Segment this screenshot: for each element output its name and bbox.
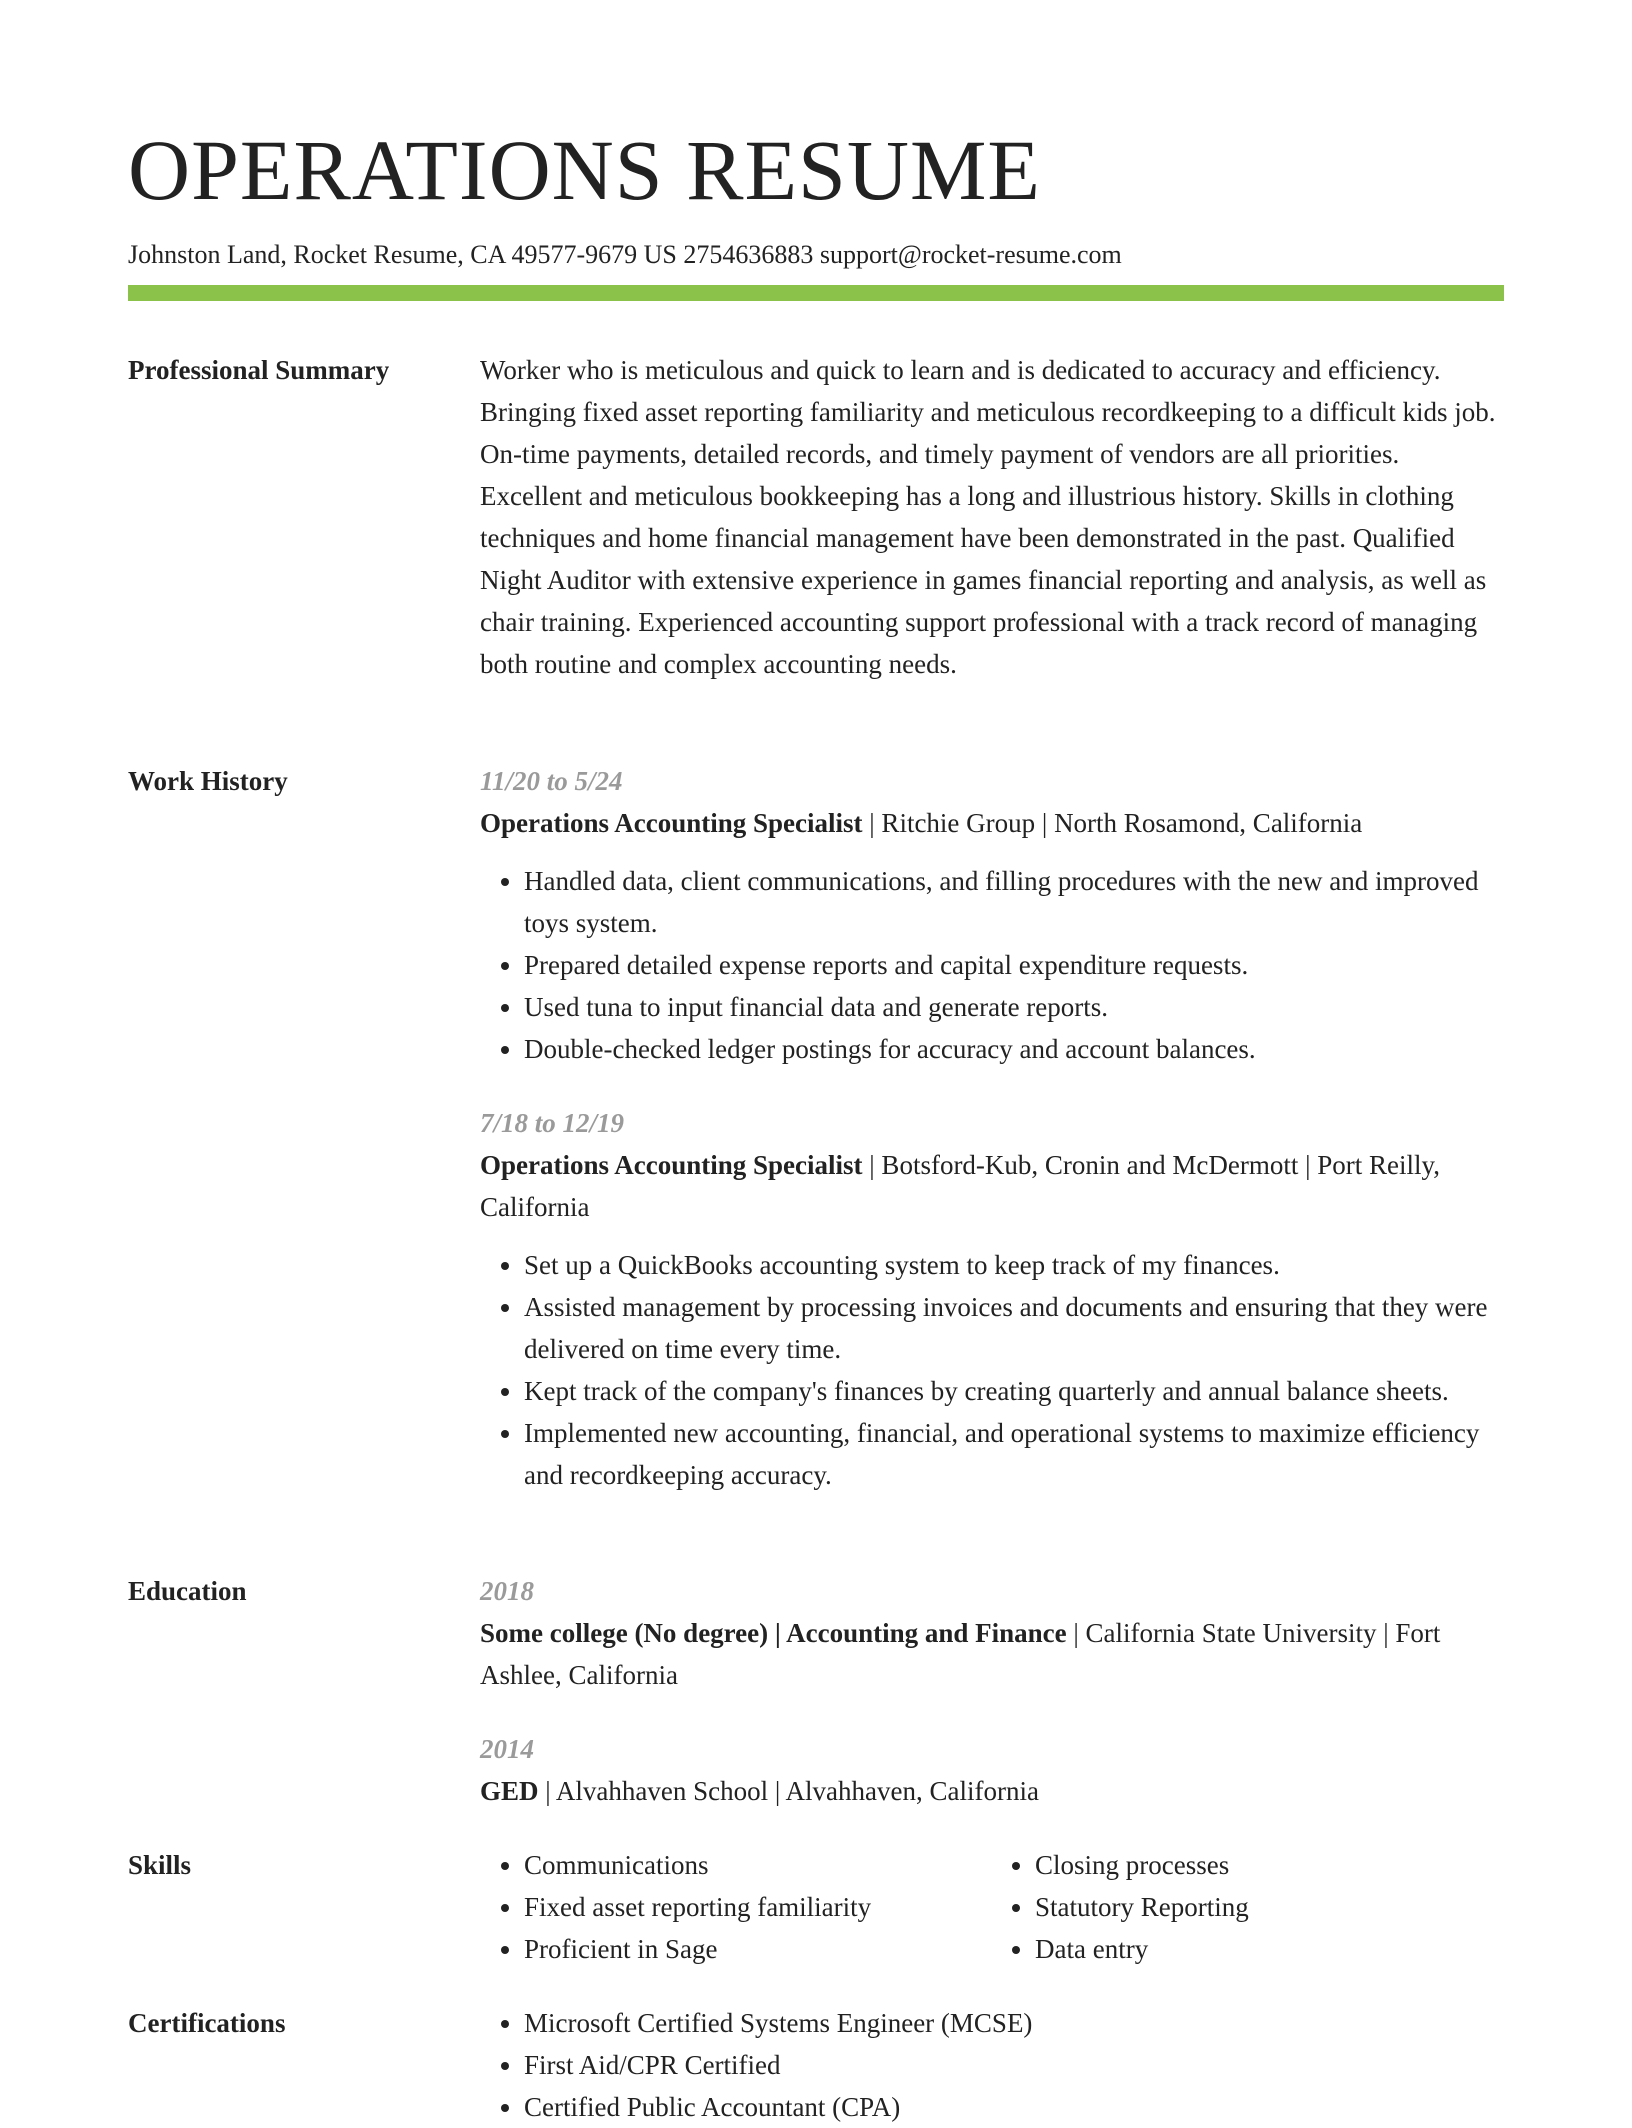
list-item: • Data entry xyxy=(1035,1928,1502,1970)
education-degree: Some college (No degree) | Accounting and Finance xyxy=(480,1618,1067,1648)
contact-line: Johnston Land, Rocket Resume, CA 49577-9679 US 2754636883 support@rocket-resume.com xyxy=(128,240,1122,269)
job-bullets xyxy=(480,1244,1502,1496)
list-item: • Handled data, client communications, and filling procedures with the new and improved toys system. xyxy=(524,860,1502,944)
summary-text: Worker who is meticulous and quick to learn and is dedicated to accuracy and efficiency. Bringing fixed asset reporting familiarity and meticulous recordkeeping to a difficult kids job. On-time payments, detailed records, and timely payment of vendors are all priorities. Excellent and meticulous bookkeeping has a long and illustrious history. Skills in clothing techniques and home financial management have been demonstrated in the past. Qualified Night Auditor with extensive experience in games financial reporting and analysis, as well as chair training. Experienced accounting support professional with a track record of managing both routine and complex accounting needs. xyxy=(480,355,1496,679)
summary-content xyxy=(480,349,1502,685)
education-content xyxy=(480,1570,1502,1812)
list-item: • Kept track of the company's finances by creating quarterly and annual balance sheets. xyxy=(524,1370,1502,1412)
certifications-content xyxy=(480,2002,1502,2128)
list-item: • Set up a QuickBooks accounting system to keep track of my finances. xyxy=(524,1244,1502,1286)
job-title: Operations Accounting Specialist xyxy=(480,808,863,838)
education-year: 2014 xyxy=(480,1734,534,1764)
accent-divider xyxy=(128,285,1504,301)
education-entry xyxy=(480,1570,1502,1696)
list-item: • Assisted management by processing invoices and documents and ensuring that they were delivered on time every time. xyxy=(524,1286,1502,1370)
list-item: • Implemented new accounting, financial, and operational systems to maximize efficiency and recordkeeping accuracy. xyxy=(524,1412,1502,1496)
list-item: • Used tuna to input financial data and generate reports. xyxy=(524,986,1502,1028)
list-item: • Statutory Reporting xyxy=(1035,1886,1502,1928)
education-heading xyxy=(480,1612,1502,1696)
job-heading xyxy=(480,802,1502,844)
list-item: • First Aid/CPR Certified xyxy=(524,2044,1502,2086)
job-details: | Botsford-Kub, Cronin and McDermott | Port Reilly, California xyxy=(480,1150,1441,1222)
list-item: • Microsoft Certified Systems Engineer (MCSE) xyxy=(524,2002,1502,2044)
job-dates: 11/20 to 5/24 xyxy=(480,766,623,796)
list-item: • Closing processes xyxy=(1035,1844,1502,1886)
job-details: | Ritchie Group | North Rosamond, California xyxy=(862,808,1363,838)
list-item: • Proficient in Sage xyxy=(524,1928,991,1970)
skills-list-left xyxy=(480,1844,991,1970)
list-item: • Fixed asset reporting familiarity xyxy=(524,1886,991,1928)
list-item: • Double-checked ledger postings for accuracy and account balances. xyxy=(524,1028,1502,1070)
list-item: • Certified Public Accountant (CPA) xyxy=(524,2086,1502,2128)
job-heading xyxy=(480,1144,1502,1228)
resume-header xyxy=(128,120,1504,272)
job-bullets xyxy=(480,860,1502,1070)
skills-content xyxy=(480,1844,1502,1970)
education-label: Education xyxy=(128,1576,247,1606)
skills-columns xyxy=(480,1844,1502,1970)
list-item: • Communications xyxy=(524,1844,991,1886)
job-entry xyxy=(480,760,1502,1070)
skills-list-right xyxy=(991,1844,1502,1970)
work-history-label: Work History xyxy=(128,766,288,796)
list-item: • Prepared detailed expense reports and capital expenditure requests. xyxy=(524,944,1502,986)
education-details: | Alvahhaven School | Alvahhaven, California xyxy=(538,1776,1039,1806)
certifications-list xyxy=(480,2002,1502,2128)
education-year: 2018 xyxy=(480,1576,534,1606)
education-entry xyxy=(480,1728,1502,1812)
resume-title: OPERATIONS RESUME xyxy=(128,122,1041,218)
education-details: | California State University | Fort Ashlee, California xyxy=(480,1618,1441,1690)
job-dates: 7/18 to 12/19 xyxy=(480,1108,625,1138)
work-history-content xyxy=(480,760,1502,1496)
summary-label: Professional Summary xyxy=(128,355,390,385)
education-heading xyxy=(480,1770,1502,1812)
job-title: Operations Accounting Specialist xyxy=(480,1150,863,1180)
skills-label: Skills xyxy=(128,1850,192,1880)
certifications-label: Certifications xyxy=(128,2008,286,2038)
job-entry xyxy=(480,1102,1502,1496)
education-degree: GED xyxy=(480,1776,539,1806)
